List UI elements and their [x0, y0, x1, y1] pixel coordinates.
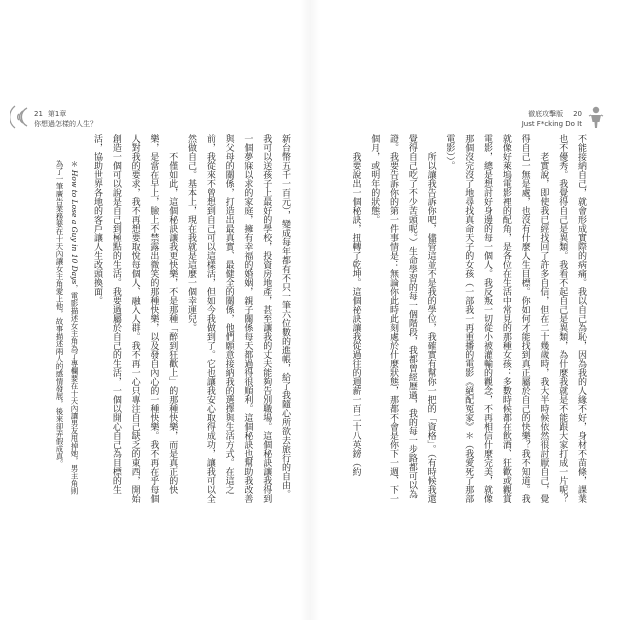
right-page-header — [522, 109, 582, 129]
concentric-arcs-icon — [10, 104, 32, 130]
paragraph: 我要說出一個秘訣，扭轉了乾坤。這個祕訣讓我從過往的週薪一百二十八英鎊（約 — [350, 152, 361, 476]
right-header-line-1 — [522, 109, 582, 119]
paragraph: 新台幣五千一百元），變成每年都有不只一筆六位數的進帳，給了我隨心所欲去旅行的自由。我可以送孩子上最好的學校，投資房地產，甚至讓我的丈夫能夠告別職場。這個秘訣讓我得到一個夢寐以求的家庭，擁有幸福的婚姻，親子關係每天都過得很順利。這個秘訣也幫助我改善與父母的關係，打造出最真實、最健全的關係，他們願意接納我的選擇與生活方式。在這之前，我從來不曾想到自己可以這樣活，但如今我做到了。它也讓我安心取得成功，讓我可以全然做自己。基本上，現在我就是這麼一個幸運兒。 — [186, 134, 290, 503]
left-header-line-1 — [34, 109, 97, 119]
paragraph: 不能接納自己，就會形成實際的病痛。我以自己為恥，因為我的人緣不好，身材不苗條，課業也不優秀。我覺得自己是異類。我看不起自己是異類，為什麼我就是不能跟大家打成一片呢？ — [557, 134, 586, 503]
book-title: 徹底攻擊版 — [528, 110, 564, 118]
footnote — [48, 160, 82, 500]
book-spine-shadow — [300, 0, 320, 620]
book-subtitle: Just F*cking Do It — [521, 120, 582, 128]
left-page-header — [34, 109, 97, 129]
chapter-label: 第1章 — [47, 110, 67, 118]
paragraph: 老實說，即使我已經找回了許多自信，但在二十幾歲時，我大半時候依然很討厭自己，覺得自己一無是處，也沒有什麼人生目標。你如何才能找到真正屬於自己的快樂？我不知道。我就像好萊塢電影裡的配角，是各位在生活中常見的那種女孩：多數時候都在飲酒、狂歡或觀賞電影，總是想討好身邊的每一個人。我反叛一切從小被灌輸的觀念，不再相信什麼完美，就像那個沒完沒了地尋找真命天子的女孩（一部我一再重播的電影《絕配冤家》＊（我愛死了那部電影））。 — [444, 134, 549, 503]
left-page-number: 21 — [34, 110, 43, 118]
paragraph: 不僅如此，這個秘訣讓我更快樂，不是那種「醉到狂歡上」的那種快樂，而是真正的快樂，是當在早上，臉上不禁露出微笑的那種快樂，以及發自內心的一種快樂。我不再在乎每個人對我的要求，我不再想要取悅每個人、融入人群。我不再一心只專注自己缺乏的東西，開始創造一個可以說是自己到極點的生活。我要過屬於自己的生活，一個以開心自己為目標的生活，協助世界各地的客戶讓人生改頭換面。 — [92, 134, 178, 503]
footnote-marker: ＊ — [70, 160, 79, 168]
person-icon — [586, 104, 606, 130]
footnote-film-title: How to Lose a Guy in 10 Days — [70, 169, 79, 285]
chapter-title: 你想過怎樣的人生？ — [34, 120, 97, 128]
paragraph: 所以讓我告訴你吧，儘管這並不是我的學位，我確實有幫你一把的「資格」。（有時候我還覺得自己吃了不少苦頭呢。）生命學習的每一個階段，我都曾經歷過，我的每一步路都可以為證。我要告訴你的第一件事情是：無論你此時此刻處於什麼狀態，那都不會是你下一週、下一個月，或明年的狀態。 — [369, 134, 436, 503]
footnote-text: ，電影描述女主角為了專欄要在十天內讓男友甩掉她，男主角則為了一筆廣告業務要在十天內讓女主角愛上他，故事描述兩人的感情發展，後來卻弄假成真。 — [55, 160, 79, 495]
right-page-body — [322, 134, 590, 503]
left-page-body — [84, 134, 294, 503]
right-page-number: 20 — [573, 110, 582, 118]
